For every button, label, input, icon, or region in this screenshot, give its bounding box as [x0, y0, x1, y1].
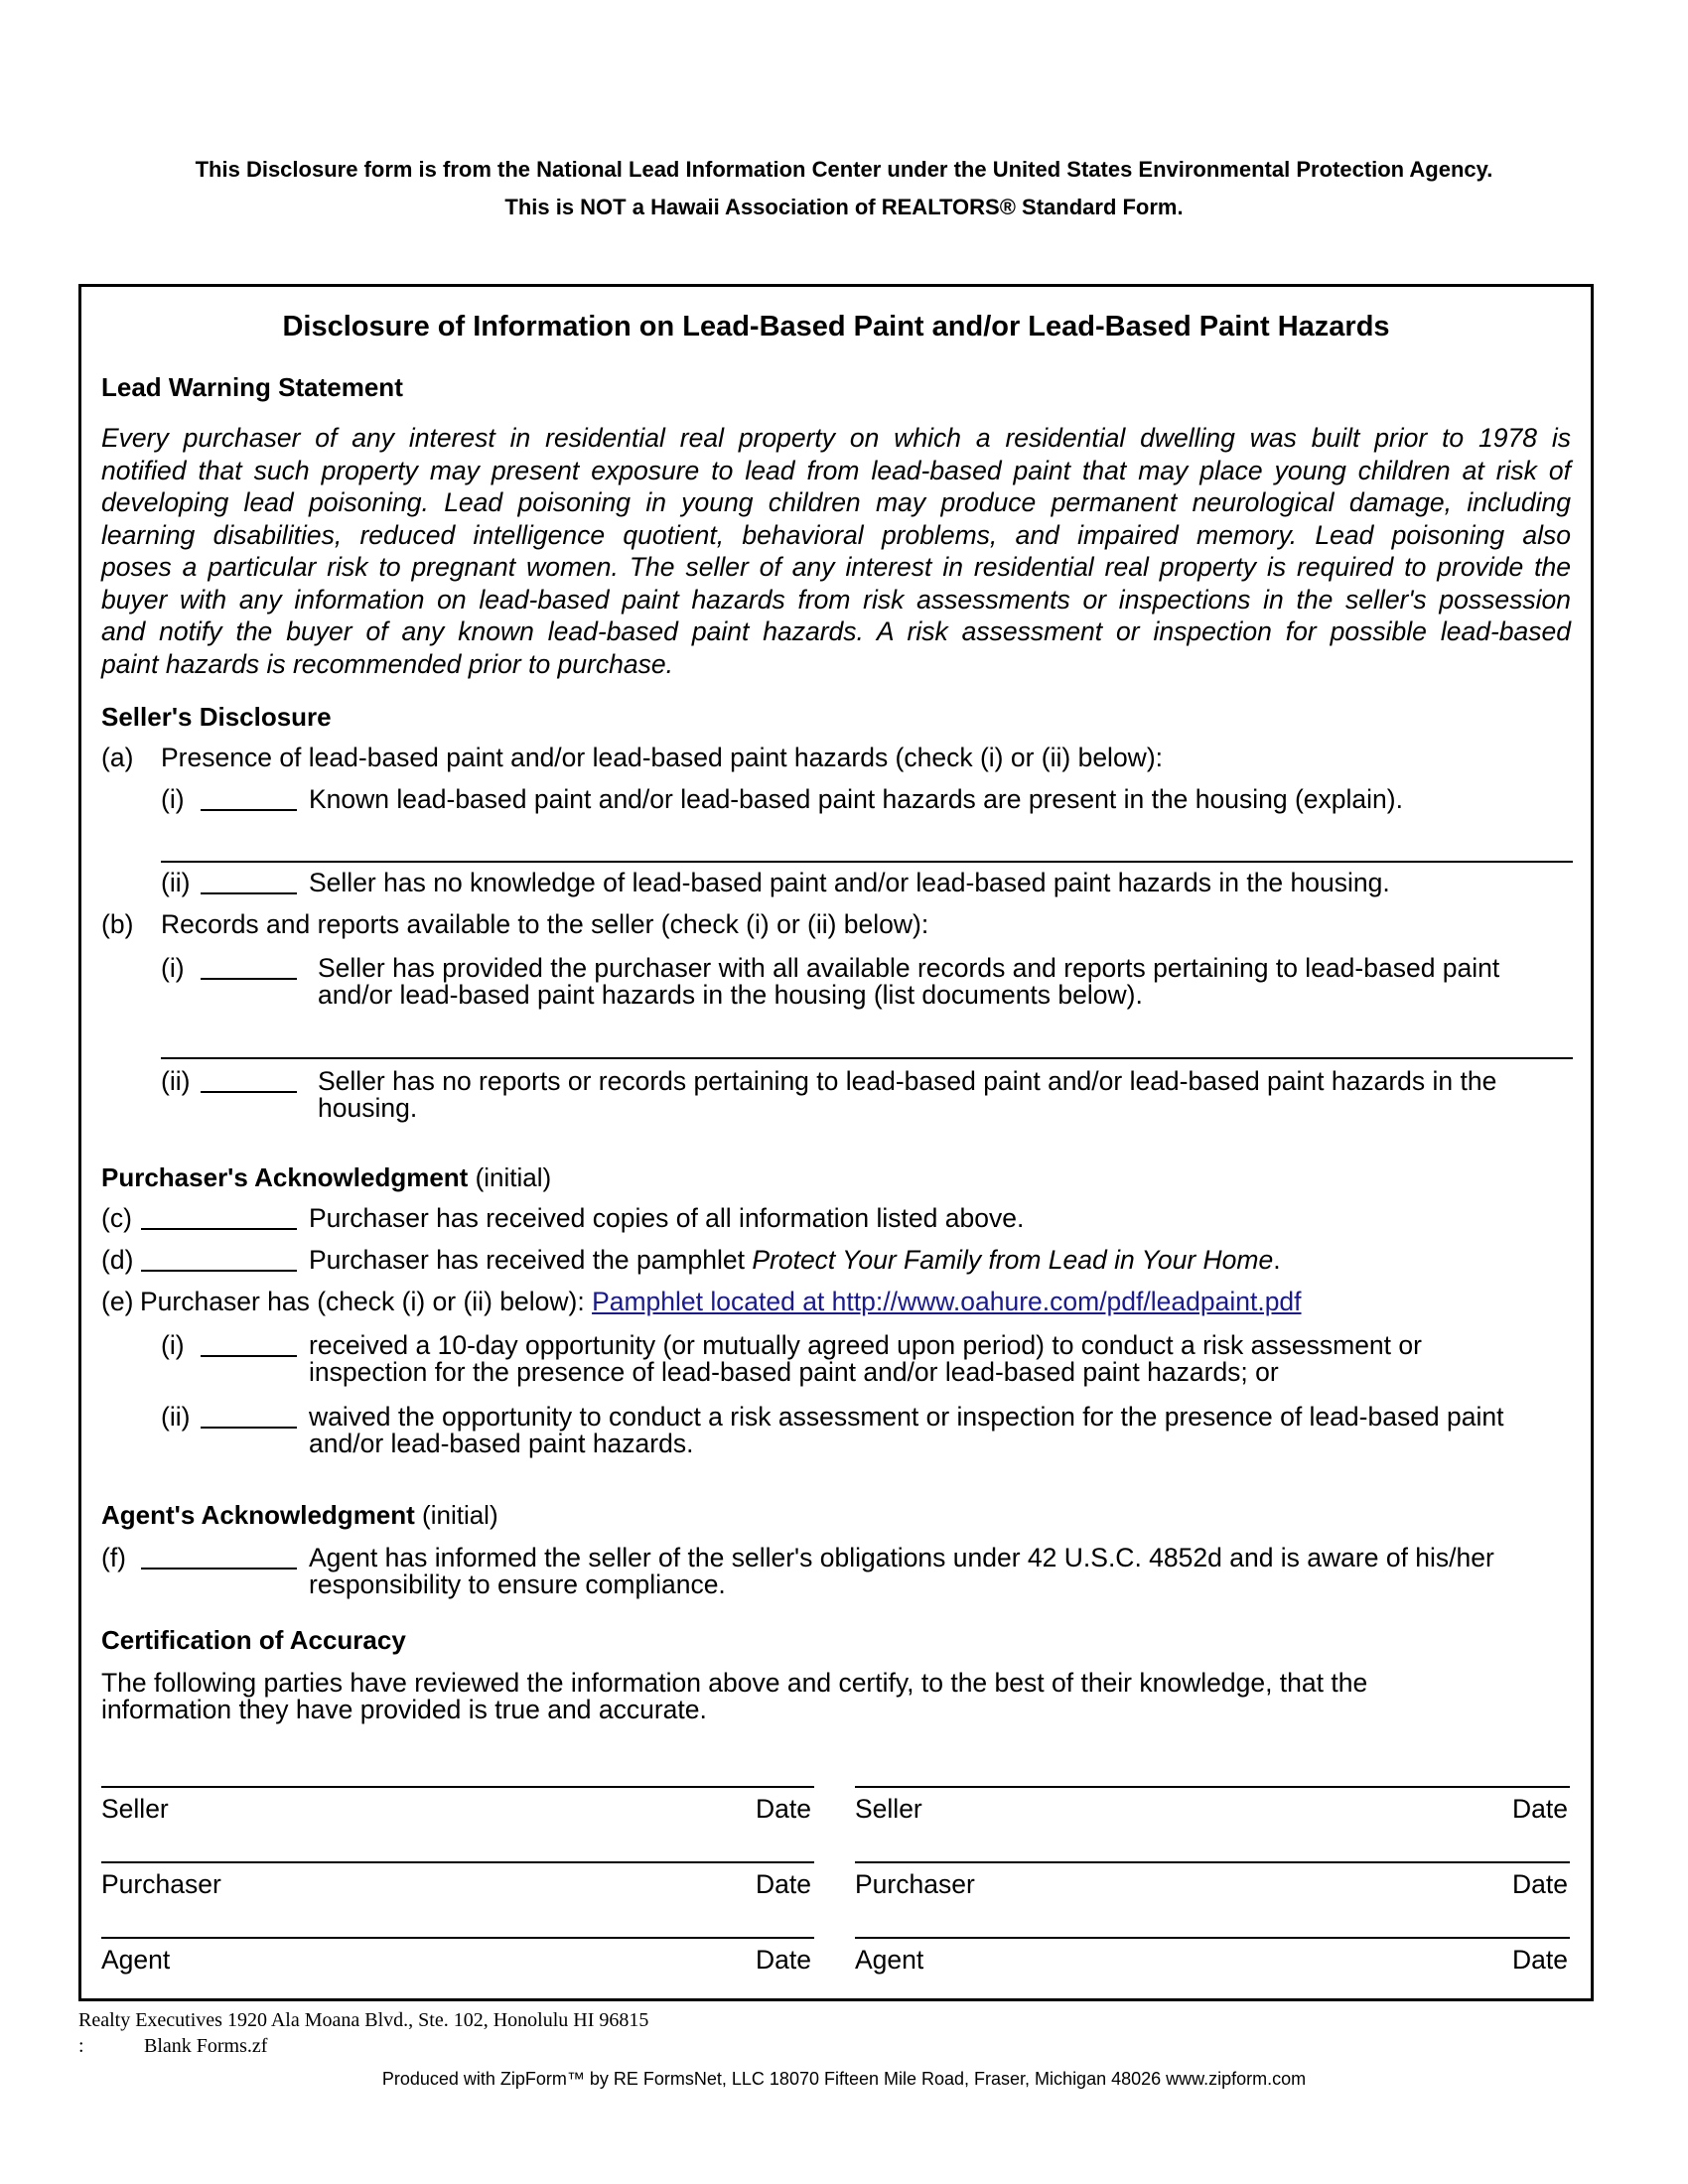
heading-text: Purchaser's Acknowledgment: [101, 1162, 469, 1192]
seller-label: Seller: [855, 1794, 922, 1824]
item-label: (c): [101, 1203, 132, 1233]
item-label: (a): [101, 743, 134, 772]
purchaser-signature-line[interactable]: [101, 1861, 814, 1863]
certification-text: [81, 1669, 1591, 1728]
item-label: (i): [161, 953, 185, 983]
seller-item-a: [81, 744, 1591, 773]
agent-signature-line[interactable]: [855, 1937, 1570, 1939]
warning-line: and notify the buyer of any known lead-based paint hazards. A risk assessment or inspection for possible lead-based: [101, 616, 1571, 646]
date-label: Date: [756, 1794, 811, 1824]
item-text-line: inspection for the presence of lead-based paint and/or lead-based paint hazards; or: [309, 1357, 1279, 1387]
purchaser-signature-line[interactable]: [855, 1861, 1570, 1863]
initial-blank[interactable]: [201, 954, 297, 980]
item-label: (d): [101, 1245, 134, 1275]
item-text-line: responsibility to ensure compliance.: [309, 1570, 726, 1599]
purchaser-acknowledgment-heading: [101, 1162, 551, 1193]
purchaser-item-d: [81, 1246, 1591, 1276]
date-label: Date: [756, 1869, 811, 1899]
warning-line: learning disabilities, reduced intelligence quotient, behavioral problems, and impaired memory. Lead poisoning also: [101, 519, 1571, 550]
lead-warning-heading: Lead Warning Statement: [101, 372, 403, 402]
documents-line[interactable]: [161, 1057, 1573, 1059]
agent-acknowledgment-heading: [101, 1500, 498, 1531]
lead-warning-text: [101, 422, 1571, 680]
pamphlet-title: Protect Your Family from Lead in Your Home: [752, 1245, 1274, 1275]
warning-line: Every purchaser of any interest in residential real property on which a residential dwelling was built prior to 1978 is: [101, 423, 1571, 453]
item-text-line: Seller has no reports or records pertaining to lead-based paint and/or lead-based paint hazards in the: [318, 1066, 1497, 1096]
item-text: Presence of lead-based paint and/or lead-based paint hazards (check (i) or (ii) below):: [161, 743, 1164, 772]
seller-item-a-i: [81, 785, 1591, 815]
seller-item-b: [81, 910, 1591, 940]
item-label: (i): [161, 784, 185, 814]
item-text-line: Agent has informed the seller of the seller's obligations under 42 U.S.C. 4852d and is aware of his/her: [309, 1543, 1494, 1572]
warning-line: paint hazards is recommended prior to purchase.: [101, 648, 673, 679]
item-text-line: waived the opportunity to conduct a risk assessment or inspection for the presence of lead-based paint: [309, 1402, 1504, 1432]
cert-line: information they have provided is true and accurate.: [101, 1695, 707, 1724]
item-text-line: Seller has provided the purchaser with all available records and reports pertaining to lead-based paint: [318, 953, 1500, 983]
warning-line: buyer with any information on lead-based paint hazards from risk assessments or inspections in the seller's possession: [101, 584, 1571, 614]
date-label: Date: [1512, 1945, 1568, 1975]
initial-blank[interactable]: [141, 1246, 297, 1272]
seller-item-b-ii: [81, 1067, 1591, 1127]
broker-address: Realty Executives 1920 Ala Moana Blvd., Ste. 102, Honolulu HI 96815: [78, 2009, 649, 2031]
item-text-line: housing.: [318, 1093, 418, 1123]
item-text-line: received a 10-day opportunity (or mutually agreed upon period) to conduct a risk assessment or: [309, 1330, 1422, 1360]
initial-blank[interactable]: [201, 1067, 297, 1093]
purchaser-item-c: [81, 1204, 1591, 1234]
produced-with: Produced with ZipForm™ by RE FormsNet, LLC 18070 Fifteen Mile Road, Fraser, Michigan 48026 www.zipform.com: [381, 2069, 1307, 2089]
item-text: Purchaser has (check (i) or (ii) below): Pamphlet located at http://www.oahure.com/pdf/leadpaint.pdf: [140, 1287, 1302, 1316]
item-label: (b): [101, 909, 134, 939]
agent-signature-line[interactable]: [101, 1937, 814, 1939]
purchaser-item-e: [81, 1288, 1591, 1317]
seller-disclosure-heading: Seller's Disclosure: [101, 702, 332, 732]
item-label: (i): [161, 1330, 185, 1360]
seller-item-b-i: [81, 954, 1591, 1014]
form-notice: [0, 151, 1688, 226]
notice-line-1: This Disclosure form is from the National Lead Information Center under the United States Environmental Protection Agency.: [195, 157, 1493, 182]
initial-blank[interactable]: [141, 1204, 297, 1230]
item-text-line: and/or lead-based paint hazards in the housing (list documents below).: [318, 980, 1143, 1010]
initial-blank[interactable]: [201, 1403, 297, 1429]
item-label: (f): [101, 1543, 127, 1572]
seller-signature-line[interactable]: [101, 1786, 814, 1788]
warning-line: developing lead poisoning. Lead poisoning in young children may produce permanent neurological damage, including: [101, 487, 1571, 517]
purchaser-item-e-ii: [81, 1403, 1591, 1462]
warning-line: poses a particular risk to pregnant women. The seller of any interest in residential real property is required to provide the: [101, 552, 1571, 582]
item-text: Seller has no knowledge of lead-based paint and/or lead-based paint hazards in the housing.: [309, 868, 1390, 897]
disclosure-form: [78, 284, 1594, 2001]
item-label: (ii): [161, 868, 191, 897]
date-label: Date: [1512, 1869, 1568, 1899]
purchaser-label: Purchaser: [101, 1869, 221, 1899]
file-colon: :: [78, 2035, 84, 2057]
date-label: Date: [756, 1945, 811, 1975]
seller-label: Seller: [101, 1794, 169, 1824]
purchaser-label: Purchaser: [855, 1869, 975, 1899]
item-text: Purchaser has received the pamphlet Protect Your Family from Lead in Your Home.: [309, 1245, 1281, 1275]
item-text-line: and/or lead-based paint hazards.: [309, 1429, 694, 1458]
initial-blank[interactable]: [201, 1331, 297, 1357]
heading-note: (initial): [475, 1162, 552, 1192]
agent-label: Agent: [101, 1945, 171, 1975]
notice-line-2: This is NOT a Hawaii Association of REALTORS® Standard Form.: [504, 195, 1184, 219]
heading-note: (initial): [422, 1500, 498, 1530]
initial-blank[interactable]: [201, 785, 297, 811]
initial-blank[interactable]: [141, 1544, 297, 1570]
warning-line: notified that such property may present exposure to lead from lead-based paint that may place young children at risk of: [101, 455, 1571, 485]
item-text: Known lead-based paint and/or lead-based paint hazards are present in the housing (explain).: [309, 784, 1403, 814]
item-text: Purchaser has received copies of all information listed above.: [309, 1203, 1025, 1233]
date-label: Date: [1512, 1794, 1568, 1824]
cert-line: The following parties have reviewed the information above and certify, to the best of their knowledge, that the: [101, 1668, 1368, 1698]
agent-item-f: [81, 1544, 1591, 1603]
certification-heading: Certification of Accuracy: [101, 1625, 406, 1655]
purchaser-item-e-i: [81, 1331, 1591, 1391]
initial-blank[interactable]: [201, 869, 297, 894]
agent-label: Agent: [855, 1945, 924, 1975]
file-name: Blank Forms.zf: [144, 2035, 268, 2057]
seller-item-a-ii: [81, 869, 1591, 898]
item-label: (e): [101, 1287, 134, 1316]
form-title: Disclosure of Information on Lead-Based Paint and/or Lead-Based Paint Hazards: [282, 311, 1390, 342]
file-info: [78, 2035, 268, 2058]
item-text: Records and reports available to the seller (check (i) or (ii) below):: [161, 909, 929, 939]
item-label: (ii): [161, 1402, 191, 1432]
explain-line[interactable]: [161, 861, 1573, 863]
seller-signature-line[interactable]: [855, 1786, 1570, 1788]
heading-text: Agent's Acknowledgment: [101, 1500, 415, 1530]
item-label: (ii): [161, 1066, 191, 1096]
pamphlet-link[interactable]: Pamphlet located at http://www.oahure.com/pdf/leadpaint.pdf: [592, 1287, 1302, 1316]
